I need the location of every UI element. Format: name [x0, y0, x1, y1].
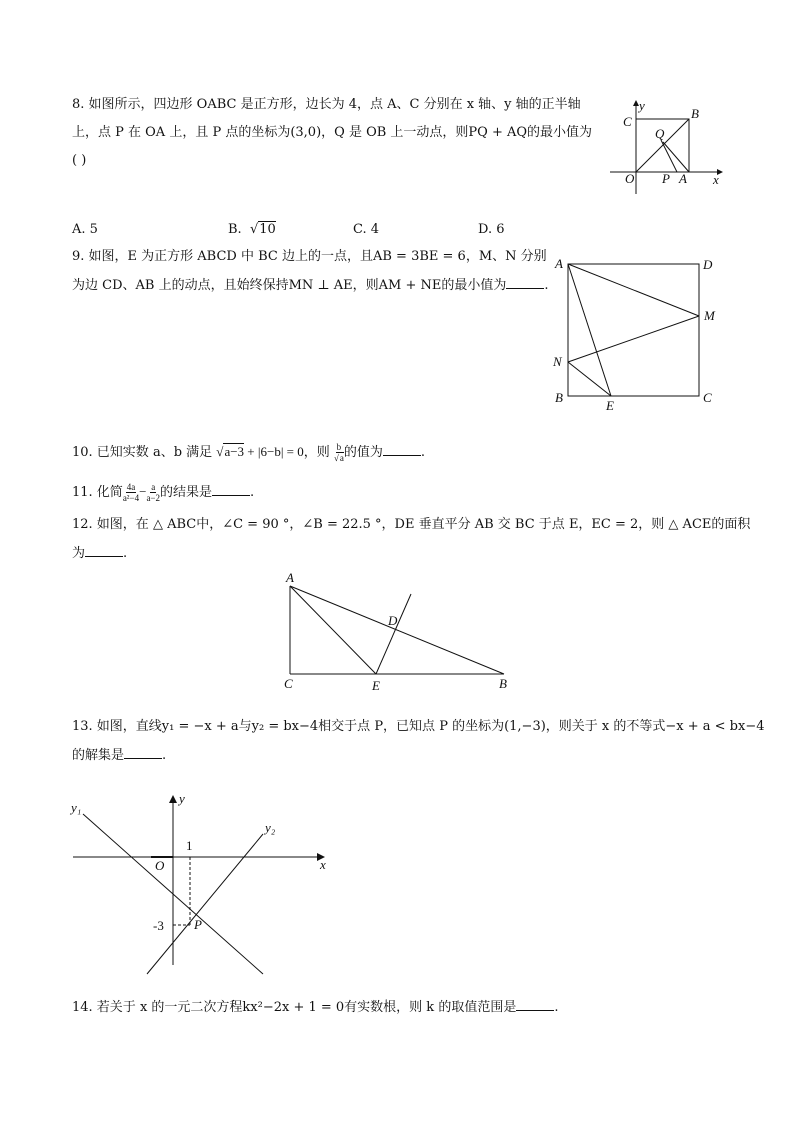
q9-segment-am [568, 264, 699, 316]
q14-text: 14. 若关于 x 的一元二次方程kx²−2x + 1 = 0有实数根，则 k 的取值范围是 [72, 1000, 517, 1015]
q8-figure [605, 98, 730, 198]
q8-option-a[interactable]: A. 5 [72, 222, 98, 237]
q11-minus: − [139, 484, 147, 499]
q13-line-y2 [147, 834, 263, 974]
q9-segment-ne [568, 362, 611, 396]
q12-answer-blank[interactable] [85, 544, 123, 557]
q13-answer-blank[interactable] [124, 746, 162, 759]
q14-answer-blank[interactable] [516, 998, 554, 1011]
q10-end: . [420, 445, 425, 460]
q10-frac-den: a [339, 453, 344, 463]
q9-figure [548, 256, 728, 416]
q9-line-1: 9. 如图，E 为正方形 ABCD 中 BC 边上的一点，且AB = 3BE = 6，M、N 分别 [72, 249, 547, 264]
q10-suffix: 的值为 [343, 445, 383, 460]
q8-label: P [662, 171, 670, 186]
q9-label: M [704, 308, 715, 323]
q12-end: . [123, 546, 128, 561]
q13-line-1: 13. 如图，直线y₁ = −x + a与y₂ = bx−4相交于点 P，已知点 P 的坐标为(1,−3)，则关于 x 的不等式−x + a < bx−4 [72, 719, 765, 734]
q10-answer-blank[interactable] [383, 443, 421, 456]
q8-label: O [625, 171, 635, 186]
q9-line-2-text: 为边 CD、AB 上的动点，且始终保持MN ⊥ AE，则AM + NE的最小值为 [72, 278, 507, 293]
q10-fraction [334, 442, 344, 463]
q11-line [72, 482, 254, 503]
q9-segment-ae [568, 264, 611, 396]
q8-option-c[interactable]: C. 4 [353, 222, 380, 237]
q13-end: . [162, 748, 167, 763]
q14-line [72, 998, 558, 1017]
q8-line-1: 8. 如图所示，四边形 OABC 是正方形，边长为 4，点 A、C 分别在 x 轴、y 轴的正半轴 [72, 97, 581, 112]
q12-line-1: 12. 如图，在 △ ABC中，∠C = 90 °，∠B = 22.5 °，DE 垂直平分 AB 交 BC 于点 E，EC = 2，则 △ ACE的面积 [72, 517, 751, 532]
q13-figure [65, 790, 340, 985]
q9-label: N [553, 354, 562, 369]
q13-label: 1 [186, 838, 193, 853]
q8-line-3: ( ) [72, 153, 87, 168]
q13-label: y [179, 791, 185, 806]
q13-label: y₁ [71, 800, 82, 815]
q8-label: Q [655, 126, 665, 141]
q10-frac-num: b [336, 442, 342, 452]
q8-label: C [623, 114, 632, 129]
q14-end: . [554, 1000, 559, 1015]
q10-frac-den-wrap: √a [333, 453, 344, 463]
q9-label: E [606, 398, 614, 413]
q10-radicand: a−3 [224, 444, 245, 459]
q8-option-b-radicand: 10 [259, 222, 276, 237]
q12-label: B [499, 676, 507, 691]
q12-label: D [388, 613, 398, 628]
q10-prefix: 10. 已知实数 a、b 满足 [72, 445, 213, 460]
q10-radical: √a−3 [216, 444, 245, 459]
q11-prefix: 11. 化简 [72, 485, 123, 500]
q12-side-ab [290, 586, 504, 674]
q12-figure [280, 570, 520, 695]
q13-line-2 [72, 746, 166, 765]
q11-fraction-1 [123, 482, 139, 503]
q8-label: x [713, 172, 719, 187]
q12-label: E [372, 678, 380, 693]
q12-label: A [286, 570, 294, 585]
q9-line-2 [72, 276, 549, 295]
q9-line-2-end: . [544, 278, 549, 293]
q8-option-b-label: B. [228, 222, 242, 237]
q13-y-arrow [169, 795, 177, 803]
q8-line-2: 上，点 P 在 OA 上，且 P 点的坐标为(3,0)，Q 是 OB 上一动点，则PQ + AQ的最小值为 [72, 125, 593, 140]
q8-label: A [679, 171, 687, 186]
q11-f2-den: a−2 [146, 493, 161, 503]
q9-square [568, 264, 699, 396]
q8-segment-aq [663, 142, 689, 172]
q13-label: y₂ [265, 820, 276, 835]
q12-line-2-text: 为 [72, 546, 86, 561]
q8-label: B [691, 106, 699, 121]
q13-label: P [194, 917, 202, 932]
q11-f1-num: 4a [126, 482, 136, 492]
q11-fraction-2 [146, 482, 160, 503]
q12-segment-ae [290, 586, 376, 674]
q8-option-b[interactable] [228, 222, 276, 237]
q9-label: C [703, 390, 712, 405]
q11-answer-blank[interactable] [212, 483, 250, 496]
q12-label: C [284, 676, 293, 691]
q8-option-b-radical: √10 [245, 222, 276, 237]
q11-f2-num: a [151, 482, 156, 492]
q11-end: . [250, 485, 255, 500]
q13-label: x [320, 857, 326, 872]
q13-line-2-text: 的解集是 [72, 748, 125, 763]
q11-suffix: 的结果是 [160, 485, 213, 500]
q11-f1-den: a²−4 [122, 493, 140, 503]
q9-label: D [703, 257, 713, 272]
q9-label: B [555, 390, 563, 405]
q10-line [72, 442, 425, 463]
q12-line-2 [72, 544, 127, 563]
q13-label: -3 [153, 918, 164, 933]
q8-label: y [639, 98, 645, 113]
q8-option-d[interactable]: D. 6 [478, 222, 505, 237]
q9-answer-blank[interactable] [506, 276, 544, 289]
q13-label: O [155, 858, 165, 873]
q10-middle: + |6−b| = 0，则 [244, 444, 330, 459]
q9-label: A [555, 256, 563, 271]
